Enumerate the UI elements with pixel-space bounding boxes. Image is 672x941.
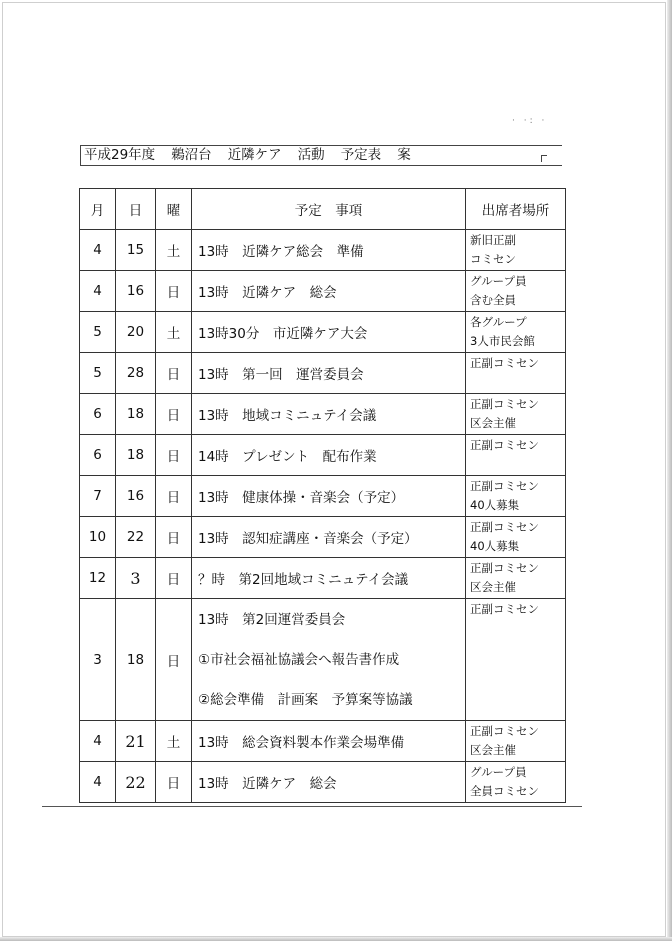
event-line: 13時 第2回運営委員会 [198, 611, 346, 628]
cell-event: 13時 健康体操・音楽会（予定） [192, 476, 466, 517]
cell-event: 13時 認知症講座・音楽会（予定） [192, 517, 466, 558]
table-row [80, 517, 566, 558]
place-line: 40人募集 [470, 498, 520, 512]
cell-day: 16 [116, 476, 156, 517]
place-line: 正副コミセン [470, 479, 539, 493]
cell-event [192, 599, 466, 721]
cell-event: 13時 近隣ケア 総会 [192, 762, 466, 803]
place-line: 正副コミセン [470, 602, 539, 616]
place-line: 正副コミセン [470, 520, 539, 534]
cell-place [466, 353, 566, 394]
title-district: 鵜沼台 [171, 147, 212, 163]
place-line: 区会主催 [470, 580, 516, 594]
cell-weekday: 日 [156, 558, 192, 599]
cell-place [466, 558, 566, 599]
place-line: 40人募集 [470, 539, 520, 553]
page-shadow-right [667, 0, 672, 941]
title-draft: 案 [397, 147, 411, 163]
title-group: 近隣ケア [227, 147, 282, 163]
cell-month: 5 [80, 353, 116, 394]
table-header-row [80, 189, 566, 230]
event-line: ②総会準備 計画案 予算案等協議 [198, 691, 413, 708]
schedule-table [79, 188, 566, 803]
cell-month: 6 [80, 435, 116, 476]
cell-event: 13時30分 市近隣ケア大会 [192, 312, 466, 353]
cell-place [466, 476, 566, 517]
table-row [80, 312, 566, 353]
place-line: コミセン [470, 252, 516, 266]
cell-day: 22 [116, 762, 156, 803]
cell-weekday: 日 [156, 517, 192, 558]
cell-day: 3 [116, 558, 156, 599]
place-line: 正副コミセン [470, 356, 539, 370]
header-place: 出席者場所 [466, 189, 566, 230]
cell-weekday: 日 [156, 353, 192, 394]
place-line: グループ員 [470, 274, 527, 288]
place-line: グループ員 [470, 765, 527, 779]
table-row [80, 721, 566, 762]
cell-event: 13時 近隣ケア 総会 [192, 271, 466, 312]
cell-weekday: 土 [156, 312, 192, 353]
cell-day: 18 [116, 435, 156, 476]
cell-event: 13時 第一回 運営委員会 [192, 353, 466, 394]
place-line: 含む全員 [470, 293, 516, 307]
place-line: 区会主催 [470, 743, 516, 757]
place-line: 正副コミセン [470, 397, 539, 411]
header-event: 予定 事項 [192, 189, 466, 230]
cell-event: ？時 第2回地域コミニュテイ会議 [192, 558, 466, 599]
table-row [80, 599, 566, 721]
cell-event: 13時 地域コミニュテイ会議 [192, 394, 466, 435]
cell-month: 7 [80, 476, 116, 517]
table-row [80, 394, 566, 435]
title-schedule: 予定表 [340, 147, 382, 163]
cell-day: 18 [116, 599, 156, 721]
cell-place [466, 230, 566, 271]
place-line: 正副コミセン [470, 724, 539, 738]
table-row [80, 762, 566, 803]
cell-event: 13時 総会資料製本作業会場準備 [192, 721, 466, 762]
cell-place [466, 435, 566, 476]
cell-place [466, 517, 566, 558]
cell-weekday: 日 [156, 599, 192, 721]
cell-month: 3 [80, 599, 116, 721]
title-activity: 活動 [297, 147, 325, 163]
page-bottom-rule [42, 806, 582, 807]
cell-day: 16 [116, 271, 156, 312]
cell-month: 4 [80, 762, 116, 803]
cell-place [466, 762, 566, 803]
cell-place [466, 599, 566, 721]
cell-month: 5 [80, 312, 116, 353]
cell-day: 28 [116, 353, 156, 394]
place-line: 3人市民会館 [470, 334, 535, 348]
cell-weekday: 日 [156, 435, 192, 476]
cell-month: 6 [80, 394, 116, 435]
cell-day: 22 [116, 517, 156, 558]
cell-weekday: 日 [156, 394, 192, 435]
title-corner-mark [541, 155, 547, 162]
cell-month: 4 [80, 721, 116, 762]
page-shadow-bottom [0, 937, 672, 941]
cell-weekday: 日 [156, 476, 192, 517]
cell-weekday: 日 [156, 762, 192, 803]
cell-place [466, 394, 566, 435]
cell-month: 10 [80, 517, 116, 558]
place-line: 各グループ [470, 315, 527, 329]
table-row [80, 558, 566, 599]
cell-day: 18 [116, 394, 156, 435]
cell-weekday: 土 [156, 230, 192, 271]
place-line: 全員コミセン [470, 784, 539, 798]
table-row [80, 435, 566, 476]
table-row [80, 230, 566, 271]
cell-place [466, 721, 566, 762]
cell-month: 4 [80, 271, 116, 312]
header-weekday: 曜 [156, 189, 192, 230]
cell-place [466, 271, 566, 312]
place-line: 正副コミセン [470, 561, 539, 575]
header-day: 日 [116, 189, 156, 230]
cell-month: 4 [80, 230, 116, 271]
title-fiscal-year: 平成29年度 [84, 147, 156, 163]
cell-weekday: 日 [156, 271, 192, 312]
place-line: 新旧正副 [470, 233, 516, 247]
cell-day: 15 [116, 230, 156, 271]
header-month: 月 [80, 189, 116, 230]
place-line: 区会主催 [470, 416, 516, 430]
cell-day: 21 [116, 721, 156, 762]
document-title [80, 145, 562, 166]
table-row [80, 476, 566, 517]
scan-specks: · ·: · [512, 116, 548, 126]
cell-event: 14時 プレゼント 配布作業 [192, 435, 466, 476]
cell-event: 13時 近隣ケア総会 準備 [192, 230, 466, 271]
cell-month: 12 [80, 558, 116, 599]
place-line: 正副コミセン [470, 438, 539, 452]
cell-day: 20 [116, 312, 156, 353]
event-line: ①市社会福祉協議会へ報告書作成 [198, 651, 400, 668]
cell-weekday: 土 [156, 721, 192, 762]
table-row [80, 353, 566, 394]
table-row [80, 271, 566, 312]
cell-place [466, 312, 566, 353]
